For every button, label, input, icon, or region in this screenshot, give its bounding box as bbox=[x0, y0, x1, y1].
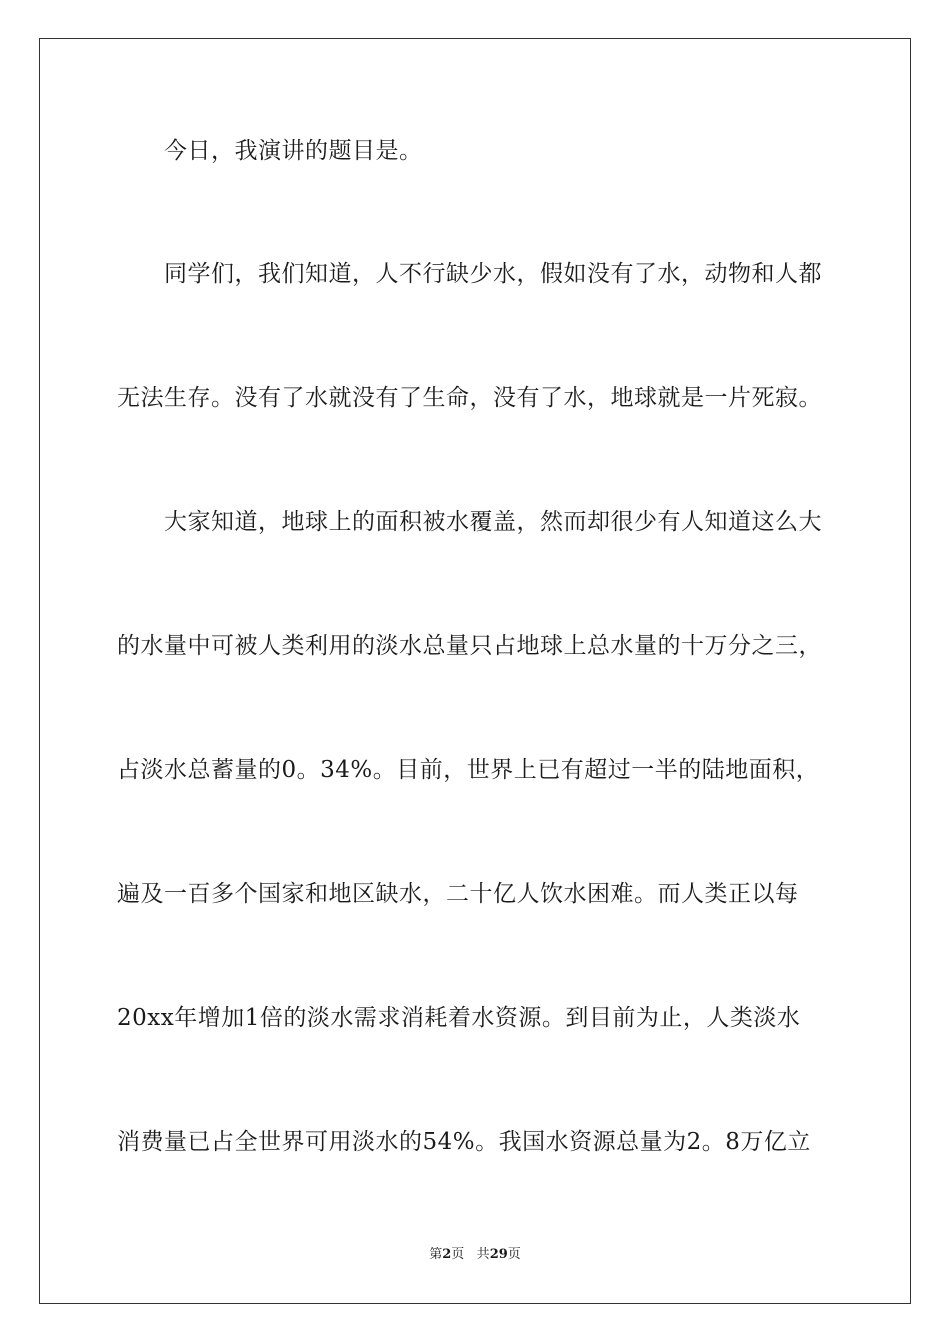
paragraph-line-5: 的水量中可被人类利用的淡水总量只占地球上总水量的十万分之三， bbox=[117, 633, 822, 659]
paragraph-line-7: 遍及一百多个国家和地区缺水，二十亿人饮水困难。而人类正以每 bbox=[117, 881, 799, 907]
paragraph-line-9: 消费量已占全世界可用淡水的54%。我国水资源总量为2。8万亿立 bbox=[117, 1129, 811, 1155]
paragraph-line-2: 同学们，我们知道，人不行缺少水，假如没有了水，动物和人都 bbox=[164, 261, 822, 287]
page-suffix: 页 bbox=[451, 1247, 465, 1262]
total-prefix: 共 bbox=[476, 1247, 490, 1262]
paragraph-line-6: 占淡水总蓄量的0。34%。目前，世界上已有超过一半的陆地面积， bbox=[117, 757, 820, 783]
page-footer bbox=[0, 1246, 950, 1264]
paragraph-line-4: 大家知道，地球上的面积被水覆盖，然而却很少有人知道这么大 bbox=[164, 509, 822, 535]
page-prefix: 第 bbox=[429, 1247, 443, 1262]
total-pages-number: 29 bbox=[489, 1247, 508, 1262]
page-frame bbox=[39, 38, 911, 1304]
paragraph-line-1: 今日，我演讲的题目是。 bbox=[164, 138, 423, 164]
total-suffix: 页 bbox=[507, 1247, 521, 1262]
paragraph-line-3: 无法生存。没有了水就没有了生命，没有了水，地球就是一片死寂。 bbox=[117, 385, 822, 411]
paragraph-line-8: 20xx年增加1倍的淡水需求消耗着水资源。到目前为止，人类淡水 bbox=[117, 1005, 801, 1031]
current-page-number: 2 bbox=[442, 1247, 452, 1262]
